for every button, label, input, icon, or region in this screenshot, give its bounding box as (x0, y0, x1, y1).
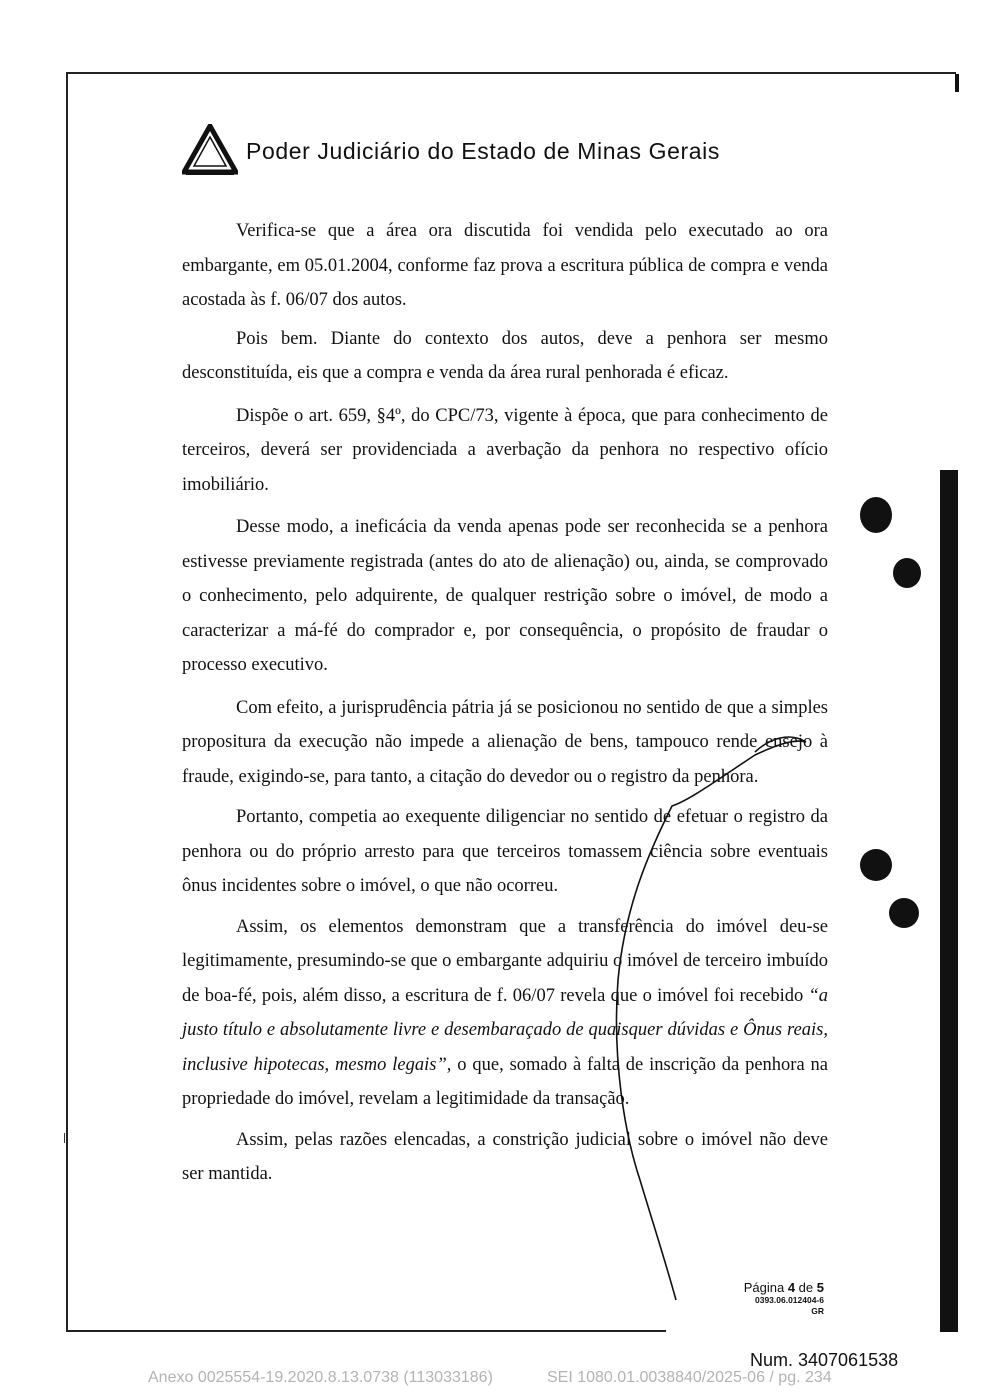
ink-blot (860, 849, 892, 881)
paragraph-conclusao: Assim, pelas razões elencadas, a constrição judicial sobre o imóvel não deve ser mantida. (182, 1129, 828, 1184)
page-number (700, 1280, 824, 1295)
paragraph-exequente: Portanto, competia ao exequente diligenciar no sentido de efetuar o registro da penhora ou do próprio arresto para que terceiros tomassem ciência sobre eventuais ônus incidentes sobre o imóvel, o que não ocorreu. (182, 807, 828, 896)
ink-blot (889, 898, 919, 928)
court-header-title: Poder Judiciário do Estado de Minas Gerais (246, 138, 720, 164)
page-current: 4 (787, 1280, 796, 1295)
paragraph-transferencia-text: Assim, os elementos demonstram que a transferência do imóvel deu-se legitimamente, presumindo-se que o embargante adquiriu o imóvel de terceiro imbuído de boa-fé, pois, além disso, a escritura de f. 06/07 revela que o imóvel foi recebido (182, 916, 828, 1006)
deed-quote: “a justo título e absolutamente livre e desembaraçado de quaisquer dúvidas e Ônus reais, inclusive hipotecas, mesmo legais” (182, 985, 828, 1075)
paragraph-sale-of-area: Verifica-se que a área ora discutida foi vendida pelo executado ao ora embargante, em 05.01.2004, conforme faz prova a escritura pública de compra e venda acostada às f. 06/07 dos autos. (182, 221, 828, 310)
paragraph-transferencia-conclusion: , o que, somado à falta de inscrição da penhora na propriedade do imóvel, revelam a legitimidade da transação. (182, 1054, 829, 1109)
footer-sei-reference: SEI 1080.01.0038840/2025-06 / pg. 234 (547, 1369, 832, 1386)
footer-anexo-reference: Anexo 0025554-19.2020.8.13.0738 (113033186) (148, 1369, 493, 1386)
paragraph-ineficacia: Desse modo, a ineficácia da venda apenas pode ser reconhecida se a penhora estivesse previamente registrada (antes do ato de alienação) ou, ainda, se comprovado o conhecimento, pelo adquirente, de qualquer restrição sobre o imóvel, de modo a caracterizar a má-fé do comprador e, por consequência, o propósito de fraudar o processo executivo. (182, 517, 828, 675)
process-number: 0393.06.012404-6 (754, 1295, 824, 1305)
page-of-label: de (798, 1280, 814, 1295)
ink-blot (860, 497, 892, 533)
paragraph-jurisprudencia: Com efeito, a jurisprudência pátria já se posicionou no sentido de que a simples propositura da execução não impede a alienação de bens, tampouco rende ensejo à fraude, exigindo-se, para tanto, a citação do devedor ou o registro da penhora. (182, 697, 828, 787)
paragraph-cpc-article: Dispõe o art. 659, §4º, do CPC/73, vigente à época, que para conhecimento de terceiros, deverá ser providenciada a averbação da penhora no respectivo ofício imobiliário. (182, 405, 828, 495)
clerk-initials: GR (811, 1306, 824, 1316)
page-total: 5 (816, 1280, 824, 1295)
page-footer-info (700, 1280, 824, 1316)
page-label: Página (743, 1280, 785, 1295)
ink-blot (893, 558, 921, 588)
paragraph-pois-bem: Pois bem. Diante do contexto dos autos, deve a penhora ser mesmo desconstituída, eis que a compra e venda da área rural penhorada é eficaz. (182, 328, 828, 383)
document-number-stamp: Num. 3407061538 (750, 1350, 899, 1370)
